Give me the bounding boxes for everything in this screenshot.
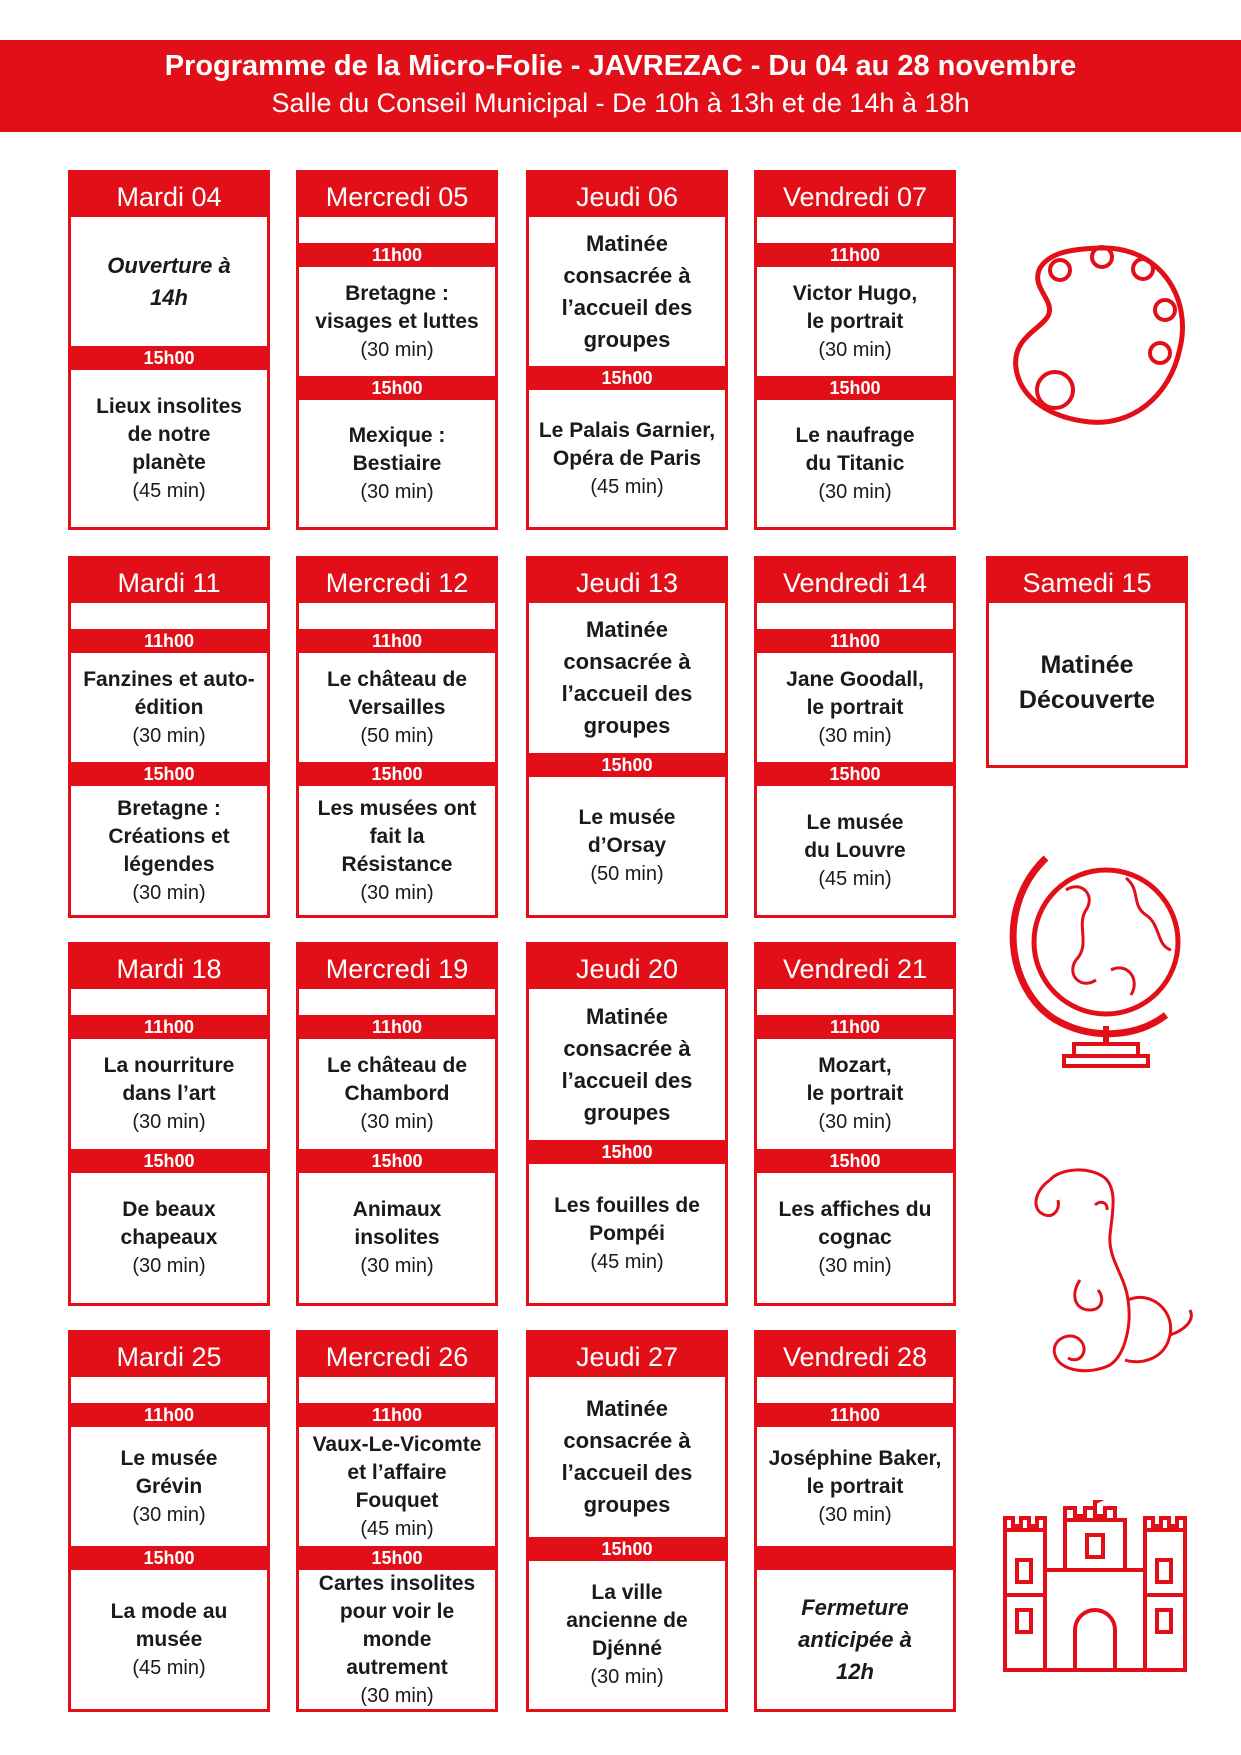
session-duration: (30 min) [360, 338, 434, 361]
day-card [754, 942, 956, 1306]
session-duration: (30 min) [132, 724, 206, 747]
slot-afternoon [71, 1173, 267, 1303]
session-duration: (30 min) [360, 1684, 434, 1707]
day-card [296, 170, 498, 530]
day-header: Vendredi 21 [757, 945, 953, 989]
day-header: Vendredi 28 [757, 1333, 953, 1377]
slot-morning [757, 1039, 953, 1149]
time-15h: 15h00 [71, 762, 267, 786]
page-header [0, 40, 1241, 132]
session-title: Vaux-Le-Vicomte et l’affaire Fouquet [312, 1432, 482, 1512]
session-title: Victor Hugo, le portrait [792, 281, 918, 333]
closing-note: Fermeture anticipée à 12h [798, 1594, 912, 1684]
day-header: Mardi 04 [71, 173, 267, 217]
day-card [296, 1330, 498, 1712]
time-11h: 11h00 [299, 243, 495, 267]
time-15h: 15h00 [71, 346, 267, 370]
day-card [526, 556, 728, 918]
time-11h: 11h00 [299, 1403, 495, 1427]
session-duration: (45 min) [590, 1250, 664, 1273]
palette-icon [1010, 238, 1190, 433]
session-duration: (30 min) [818, 1111, 892, 1133]
day-header: Jeudi 20 [529, 945, 725, 989]
time-11h: 11h00 [299, 629, 495, 653]
session-duration: (45 min) [818, 867, 892, 890]
day-header: Mercredi 05 [299, 173, 495, 217]
session-duration: (30 min) [818, 1255, 892, 1277]
session-duration: (30 min) [132, 1111, 206, 1133]
session-duration: (30 min) [590, 1666, 664, 1688]
slot-morning [757, 1427, 953, 1546]
card-samedi-15 [986, 556, 1188, 768]
slot-afternoon [529, 1164, 725, 1303]
session-title: Les affiches du cognac [778, 1198, 932, 1249]
time-15h: 15h00 [71, 1149, 267, 1173]
session-title: Fanzines et auto- édition [83, 667, 255, 719]
day-card [754, 170, 956, 530]
session-title: Le château de Versailles [326, 667, 468, 719]
header-gap [757, 217, 953, 243]
day-card [68, 170, 270, 530]
session-title: Mozart, le portrait [806, 1054, 904, 1105]
opening-note-box [71, 217, 267, 346]
session-duration: (30 min) [132, 881, 206, 904]
session-duration: (45 min) [132, 1656, 206, 1679]
session-title: La mode au musée [110, 1599, 228, 1651]
slot-morning [299, 267, 495, 376]
day-header: Mercredi 12 [299, 559, 495, 603]
slot-afternoon [71, 786, 267, 915]
closing-band [757, 1546, 953, 1570]
slot-afternoon [299, 1570, 495, 1709]
session-title: Les fouilles de Pompéi [554, 1193, 700, 1245]
slot-morning [71, 653, 267, 762]
slot-afternoon [299, 786, 495, 915]
header-gap [299, 603, 495, 629]
session-title: Mexique : Bestiaire [348, 423, 446, 475]
time-15h: 15h00 [529, 366, 725, 390]
session-title: Les musées ont fait la Résistance [317, 796, 477, 876]
slot-afternoon [757, 786, 953, 915]
slot-morning [299, 1427, 495, 1546]
session-duration: (30 min) [818, 338, 892, 361]
matinee-groupes: Matinée consacrée à l’accueil des groupes [561, 617, 693, 738]
session-duration: (30 min) [818, 480, 892, 503]
matinee-groupes: Matinée consacrée à l’accueil des groupes [561, 1396, 693, 1517]
slot-afternoon [299, 400, 495, 527]
page-subtitle: Salle du Conseil Municipal - De 10h à 13h et de 14h à 18h [271, 88, 970, 118]
slot-morning [71, 1427, 267, 1546]
time-11h: 11h00 [757, 243, 953, 267]
slot-afternoon [71, 1570, 267, 1709]
time-15h: 15h00 [529, 753, 725, 777]
day-card [296, 942, 498, 1306]
session-title: Bretagne : visages et luttes [315, 281, 479, 333]
session-title: La nourriture dans l’art [103, 1054, 235, 1105]
day-card [296, 556, 498, 918]
header-gap [71, 603, 267, 629]
session-title: Cartes insolites pour voir le monde autrement [318, 1571, 476, 1679]
session-title: Le musée du Louvre [804, 810, 906, 862]
session-title: Joséphine Baker, le portrait [768, 1446, 942, 1498]
day-card [526, 170, 728, 530]
castle-icon [995, 1500, 1195, 1675]
header-gap [757, 603, 953, 629]
day-header: Jeudi 13 [529, 559, 725, 603]
time-15h: 15h00 [757, 1149, 953, 1173]
session-title: Le château de Chambord [326, 1054, 468, 1105]
day-header: Mardi 11 [71, 559, 267, 603]
globe-icon [1006, 850, 1196, 1070]
time-11h: 11h00 [71, 1015, 267, 1039]
header-gap [757, 989, 953, 1015]
session-title: Le Palais Garnier, Opéra de Paris [538, 418, 716, 470]
session-duration: (45 min) [360, 1517, 434, 1540]
time-15h: 15h00 [757, 376, 953, 400]
day-card [526, 1330, 728, 1712]
day-card [68, 942, 270, 1306]
session-title: Bretagne : Créations et légendes [108, 796, 230, 876]
session-duration: (50 min) [590, 863, 664, 885]
closing-note-box [757, 1570, 953, 1709]
day-header: Mardi 25 [71, 1333, 267, 1377]
time-15h: 15h00 [299, 762, 495, 786]
header-gap [299, 989, 495, 1015]
slot-afternoon [529, 390, 725, 527]
session-title: Lieux insolites de notre planète [96, 394, 242, 474]
day-card [754, 556, 956, 918]
opening-note: Ouverture à 14h [107, 252, 231, 310]
slot-morning [299, 653, 495, 762]
header-gap [757, 1377, 953, 1403]
time-15h: 15h00 [299, 376, 495, 400]
time-11h: 11h00 [71, 1403, 267, 1427]
session-duration: (30 min) [132, 1503, 206, 1526]
session-title: De beaux chapeaux [120, 1198, 218, 1249]
day-header: Mercredi 26 [299, 1333, 495, 1377]
session-title: Le musée d’Orsay [578, 806, 676, 857]
time-15h: 15h00 [299, 1149, 495, 1173]
matinee-groupes: Matinée consacrée à l’accueil des groupes [561, 230, 693, 352]
time-15h: 15h00 [299, 1546, 495, 1570]
header-gap [299, 1377, 495, 1403]
header-gap [71, 1377, 267, 1403]
day-header: Jeudi 06 [529, 173, 725, 217]
day-header: Jeudi 27 [529, 1333, 725, 1377]
session-duration: (30 min) [360, 480, 434, 503]
header-gap [299, 217, 495, 243]
session-duration: (45 min) [132, 479, 206, 502]
dog-icon [1020, 1160, 1200, 1380]
session-duration: (45 min) [590, 475, 664, 498]
page-title: Programme de la Micro-Folie - JAVREZAC - Du 04 au 28 novembre [164, 50, 1077, 82]
session-title: Jane Goodall, le portrait [786, 667, 924, 719]
time-11h: 11h00 [757, 1015, 953, 1039]
day-header: Mardi 18 [71, 945, 267, 989]
slot-afternoon [529, 777, 725, 915]
day-header: Vendredi 14 [757, 559, 953, 603]
header-gap [71, 989, 267, 1015]
day-card [754, 1330, 956, 1712]
day-header: Samedi 15 [989, 559, 1185, 603]
day-card [526, 942, 728, 1306]
matinee-decouverte: Matinée Découverte [1018, 651, 1156, 714]
matinee-groupes: Matinée consacrée à l’accueil des groupes [561, 1003, 693, 1125]
time-15h: 15h00 [529, 1537, 725, 1561]
slot-afternoon [757, 400, 953, 527]
session-duration: (50 min) [360, 724, 434, 747]
time-15h: 15h00 [71, 1546, 267, 1570]
session-title: Le musée Grévin [120, 1446, 218, 1498]
slot-morning [71, 1039, 267, 1149]
time-15h: 15h00 [529, 1140, 725, 1164]
time-11h: 11h00 [757, 1403, 953, 1427]
session-duration: (30 min) [818, 1503, 892, 1526]
time-15h: 15h00 [757, 762, 953, 786]
slot-morning [757, 653, 953, 762]
session-title: Le naufrage du Titanic [795, 423, 915, 475]
session-duration: (30 min) [132, 1255, 206, 1277]
day-header: Vendredi 07 [757, 173, 953, 217]
session-duration: (30 min) [360, 1111, 434, 1133]
session-title: Animaux insolites [352, 1198, 442, 1249]
session-duration: (30 min) [818, 724, 892, 747]
slot-afternoon [71, 370, 267, 527]
day-card [68, 556, 270, 918]
time-11h: 11h00 [71, 629, 267, 653]
time-11h: 11h00 [757, 629, 953, 653]
session-duration: (30 min) [360, 1255, 434, 1277]
session-title: La ville ancienne de Djénné [566, 1581, 688, 1660]
day-header: Mercredi 19 [299, 945, 495, 989]
slot-morning [757, 267, 953, 376]
slot-morning [299, 1039, 495, 1149]
day-card [68, 1330, 270, 1712]
slot-afternoon [529, 1561, 725, 1709]
slot-afternoon [757, 1173, 953, 1303]
session-duration: (30 min) [360, 881, 434, 904]
slot-afternoon [299, 1173, 495, 1303]
time-11h: 11h00 [299, 1015, 495, 1039]
